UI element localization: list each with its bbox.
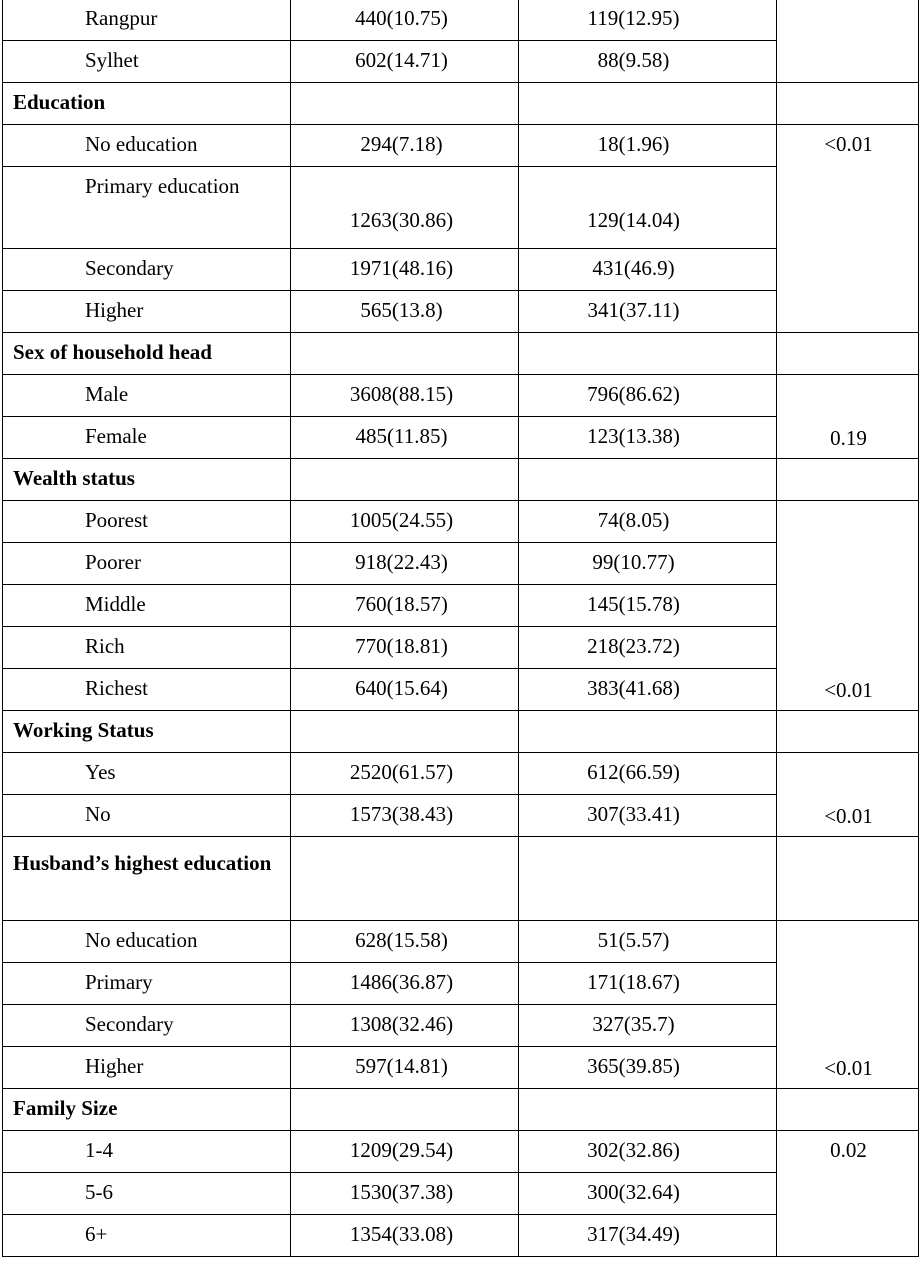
row-label-cell bbox=[3, 627, 291, 669]
row-label-cell bbox=[3, 1005, 291, 1047]
value-cell bbox=[291, 1131, 519, 1173]
empty-cell bbox=[291, 837, 519, 921]
empty-cell bbox=[519, 459, 777, 501]
row-label: Primary education bbox=[85, 174, 240, 198]
row-label-cell bbox=[3, 1047, 291, 1089]
section-heading-cell bbox=[3, 333, 291, 375]
empty-cell bbox=[519, 711, 777, 753]
row-label: Middle bbox=[85, 592, 146, 616]
section-heading-row bbox=[3, 333, 919, 375]
table-row bbox=[3, 0, 919, 41]
value-cell bbox=[519, 921, 777, 963]
value-cell bbox=[291, 1005, 519, 1047]
p-value-cell bbox=[777, 125, 919, 333]
empty-cell bbox=[777, 333, 919, 375]
empty-cell bbox=[291, 459, 519, 501]
row-label: No bbox=[85, 802, 111, 826]
row-label-cell bbox=[3, 1173, 291, 1215]
p-value: 0.19 bbox=[830, 426, 867, 450]
row-label: Secondary bbox=[85, 1012, 174, 1036]
value-cell bbox=[519, 291, 777, 333]
value-col1: 1971(48.16) bbox=[349, 256, 454, 280]
value-cell bbox=[291, 501, 519, 543]
section-heading-row bbox=[3, 837, 919, 921]
row-label: Sylhet bbox=[85, 48, 139, 72]
value-cell bbox=[519, 627, 777, 669]
value-cell bbox=[291, 1173, 519, 1215]
section-heading-cell bbox=[3, 459, 291, 501]
empty-cell bbox=[777, 83, 919, 125]
row-label: Rangpur bbox=[85, 6, 158, 30]
empty-cell bbox=[777, 459, 919, 501]
row-label: Secondary bbox=[85, 256, 174, 280]
value-col1: 760(18.57) bbox=[355, 592, 448, 616]
section-heading-row bbox=[3, 1089, 919, 1131]
p-value-cell bbox=[777, 1131, 919, 1257]
value-col1: 3608(88.15) bbox=[349, 382, 454, 406]
row-label-cell bbox=[3, 1131, 291, 1173]
empty-cell bbox=[519, 1089, 777, 1131]
section-heading-cell bbox=[3, 83, 291, 125]
table-row bbox=[3, 1131, 919, 1173]
value-cell bbox=[519, 501, 777, 543]
value-cell bbox=[519, 41, 777, 83]
value-cell bbox=[291, 753, 519, 795]
value-col2: 145(15.78) bbox=[587, 592, 680, 616]
value-cell bbox=[291, 1047, 519, 1089]
value-col1: 2520(61.57) bbox=[349, 760, 454, 784]
value-cell bbox=[519, 0, 777, 41]
table-row bbox=[3, 501, 919, 543]
value-col2: 327(35.7) bbox=[592, 1012, 675, 1036]
section-heading: Education bbox=[13, 90, 106, 114]
row-label-cell bbox=[3, 963, 291, 1005]
p-value-cell bbox=[777, 501, 919, 711]
row-label: Higher bbox=[85, 1054, 144, 1078]
value-cell bbox=[519, 167, 777, 249]
empty-cell bbox=[291, 83, 519, 125]
value-cell bbox=[291, 921, 519, 963]
value-col1: 440(10.75) bbox=[355, 6, 448, 30]
value-cell bbox=[519, 585, 777, 627]
value-cell bbox=[519, 1047, 777, 1089]
section-heading-cell bbox=[3, 711, 291, 753]
row-label: 6+ bbox=[85, 1222, 108, 1246]
value-cell bbox=[519, 125, 777, 167]
row-label-cell bbox=[3, 417, 291, 459]
row-label-cell bbox=[3, 1215, 291, 1257]
table-row bbox=[3, 921, 919, 963]
value-cell bbox=[291, 417, 519, 459]
row-label: No education bbox=[85, 132, 198, 156]
data-table bbox=[2, 0, 919, 1257]
section-heading-row bbox=[3, 459, 919, 501]
empty-cell bbox=[291, 333, 519, 375]
value-col1: 1573(38.43) bbox=[349, 802, 454, 826]
section-heading: Husband’s highest education bbox=[13, 851, 272, 875]
section-heading-row bbox=[3, 83, 919, 125]
value-cell bbox=[291, 585, 519, 627]
row-label-cell bbox=[3, 795, 291, 837]
value-col2: 317(34.49) bbox=[587, 1222, 680, 1246]
value-col2: 431(46.9) bbox=[592, 256, 675, 280]
row-label: Male bbox=[85, 382, 129, 406]
value-cell bbox=[291, 291, 519, 333]
value-cell bbox=[519, 669, 777, 711]
p-value: <0.01 bbox=[824, 1056, 873, 1080]
value-col1: 485(11.85) bbox=[355, 424, 448, 448]
value-col2: 307(33.41) bbox=[587, 802, 680, 826]
value-cell bbox=[291, 669, 519, 711]
section-heading-cell bbox=[3, 1089, 291, 1131]
p-value-cell bbox=[777, 0, 919, 83]
value-col2: 341(37.11) bbox=[587, 298, 680, 322]
p-value-cell bbox=[777, 921, 919, 1089]
table-row bbox=[3, 375, 919, 417]
row-label: Poorest bbox=[85, 508, 148, 532]
p-value: 0.02 bbox=[830, 1138, 867, 1162]
row-label-cell bbox=[3, 543, 291, 585]
row-label: Female bbox=[85, 424, 147, 448]
table-row bbox=[3, 753, 919, 795]
value-cell bbox=[291, 125, 519, 167]
value-col2: 74(8.05) bbox=[597, 508, 670, 532]
section-heading: Working Status bbox=[13, 718, 154, 742]
value-cell bbox=[291, 1215, 519, 1257]
value-col1: 1308(32.46) bbox=[349, 1012, 454, 1036]
value-col1: 1209(29.54) bbox=[349, 1138, 454, 1162]
p-value-cell bbox=[777, 375, 919, 459]
value-col2: 612(66.59) bbox=[587, 760, 680, 784]
row-label-cell bbox=[3, 0, 291, 41]
table-row bbox=[3, 125, 919, 167]
section-heading: Wealth status bbox=[13, 466, 135, 490]
value-col1: 1486(36.87) bbox=[349, 970, 454, 994]
section-heading: Sex of household head bbox=[13, 340, 212, 364]
value-cell bbox=[519, 375, 777, 417]
value-col2: 88(9.58) bbox=[597, 48, 670, 72]
value-col1: 770(18.81) bbox=[355, 634, 448, 658]
value-col1: 1530(37.38) bbox=[349, 1180, 454, 1204]
row-label-cell bbox=[3, 669, 291, 711]
row-label: 5-6 bbox=[85, 1180, 113, 1204]
value-cell bbox=[291, 543, 519, 585]
value-col1: 597(14.81) bbox=[355, 1054, 448, 1078]
value-cell bbox=[291, 375, 519, 417]
value-cell bbox=[519, 1005, 777, 1047]
row-label: Primary bbox=[85, 970, 153, 994]
value-col2: 18(1.96) bbox=[597, 132, 670, 156]
value-cell bbox=[519, 249, 777, 291]
row-label: Poorer bbox=[85, 550, 141, 574]
value-col2: 119(12.95) bbox=[587, 6, 680, 30]
row-label: Higher bbox=[85, 298, 144, 322]
value-col1: 918(22.43) bbox=[355, 550, 448, 574]
row-label-cell bbox=[3, 375, 291, 417]
value-col1: 1005(24.55) bbox=[349, 508, 454, 532]
p-value-cell bbox=[777, 753, 919, 837]
value-col2: 300(32.64) bbox=[587, 1180, 680, 1204]
value-cell bbox=[291, 249, 519, 291]
value-cell bbox=[291, 795, 519, 837]
section-heading: Family Size bbox=[13, 1096, 118, 1120]
row-label-cell bbox=[3, 585, 291, 627]
value-col2: 365(39.85) bbox=[587, 1054, 680, 1078]
empty-cell bbox=[777, 837, 919, 921]
value-col2: 123(13.38) bbox=[587, 424, 680, 448]
value-col2: 218(23.72) bbox=[587, 634, 680, 658]
empty-cell bbox=[519, 837, 777, 921]
value-cell bbox=[519, 1173, 777, 1215]
empty-cell bbox=[519, 83, 777, 125]
p-value: <0.01 bbox=[824, 804, 873, 828]
row-label-cell bbox=[3, 125, 291, 167]
section-heading-cell bbox=[3, 837, 291, 921]
empty-cell bbox=[519, 333, 777, 375]
value-col1: 602(14.71) bbox=[355, 48, 448, 72]
row-label-cell bbox=[3, 249, 291, 291]
row-label-cell bbox=[3, 41, 291, 83]
value-cell bbox=[291, 963, 519, 1005]
value-cell bbox=[519, 1215, 777, 1257]
section-heading-row bbox=[3, 711, 919, 753]
row-label-cell bbox=[3, 501, 291, 543]
value-col1: 1263(30.86) bbox=[349, 208, 454, 232]
value-cell bbox=[291, 41, 519, 83]
value-col2: 129(14.04) bbox=[587, 208, 680, 232]
value-col1: 294(7.18) bbox=[360, 132, 443, 156]
value-col2: 383(41.68) bbox=[587, 676, 680, 700]
value-col2: 51(5.57) bbox=[597, 928, 670, 952]
value-cell bbox=[291, 0, 519, 41]
value-col1: 1354(33.08) bbox=[349, 1222, 454, 1246]
empty-cell bbox=[777, 711, 919, 753]
row-label: Richest bbox=[85, 676, 148, 700]
value-col2: 99(10.77) bbox=[592, 550, 675, 574]
value-col2: 171(18.67) bbox=[587, 970, 680, 994]
empty-cell bbox=[291, 711, 519, 753]
value-col1: 628(15.58) bbox=[355, 928, 448, 952]
value-cell bbox=[519, 1131, 777, 1173]
p-value: <0.01 bbox=[824, 132, 873, 156]
value-col1: 565(13.8) bbox=[360, 298, 443, 322]
value-cell bbox=[519, 963, 777, 1005]
row-label-cell bbox=[3, 167, 291, 249]
value-cell bbox=[519, 543, 777, 585]
value-cell bbox=[291, 627, 519, 669]
empty-cell bbox=[291, 1089, 519, 1131]
row-label: No education bbox=[85, 928, 198, 952]
value-col2: 302(32.86) bbox=[587, 1138, 680, 1162]
value-cell bbox=[519, 753, 777, 795]
empty-cell bbox=[777, 1089, 919, 1131]
value-col1: 640(15.64) bbox=[355, 676, 448, 700]
p-value: <0.01 bbox=[824, 678, 873, 702]
value-col2: 796(86.62) bbox=[587, 382, 680, 406]
value-cell bbox=[519, 795, 777, 837]
row-label-cell bbox=[3, 921, 291, 963]
row-label-cell bbox=[3, 753, 291, 795]
value-cell bbox=[291, 167, 519, 249]
row-label: 1-4 bbox=[85, 1138, 113, 1162]
value-cell bbox=[519, 417, 777, 459]
row-label: Yes bbox=[85, 760, 116, 784]
row-label-cell bbox=[3, 291, 291, 333]
row-label: Rich bbox=[85, 634, 125, 658]
